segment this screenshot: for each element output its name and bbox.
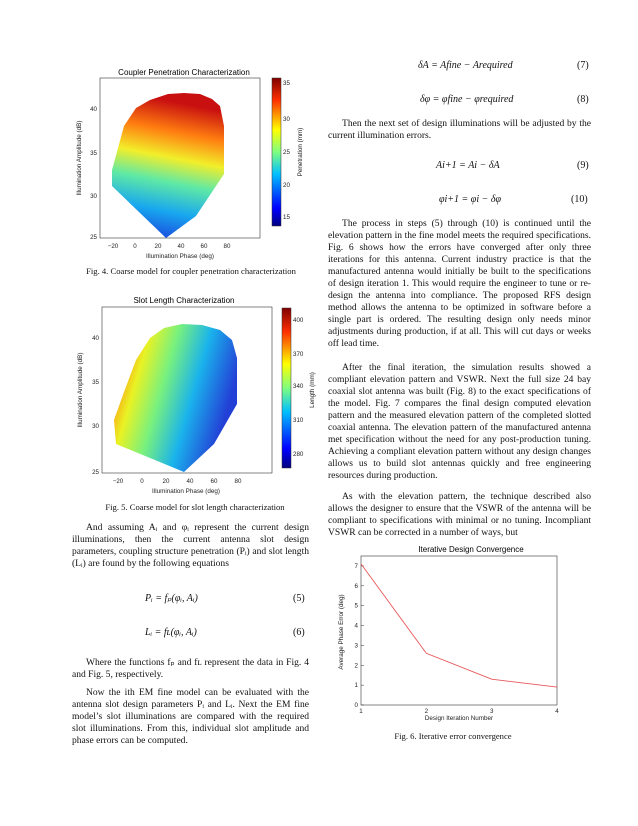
fig4-caption: Fig. 4. Coarse model for coupler penetration characterization xyxy=(86,266,296,276)
equation-5: Pᵢ = fₚ(φᵢ, Aᵢ) xyxy=(145,593,198,604)
svg-text:0: 0 xyxy=(140,478,144,485)
fig5-xticks xyxy=(113,478,242,485)
svg-text:400: 400 xyxy=(293,317,304,324)
fig4-xticks xyxy=(108,243,231,250)
svg-text:20: 20 xyxy=(162,478,170,485)
fig4-colorbar xyxy=(272,78,281,226)
svg-text:25: 25 xyxy=(90,234,97,241)
fig5-title: Slot Length Characterization xyxy=(133,296,235,305)
svg-text:−20: −20 xyxy=(112,478,124,485)
svg-text:40: 40 xyxy=(186,478,194,485)
fig4-chart xyxy=(72,66,310,262)
fig6-ytick-label: 6 xyxy=(354,582,358,590)
svg-text:40: 40 xyxy=(177,243,185,250)
fig6-xtick-label: 2 xyxy=(424,708,429,715)
equation-5-number: (5) xyxy=(293,593,305,604)
fig6-ytick-label: 7 xyxy=(354,562,358,570)
fig5-cbar-ticks xyxy=(293,317,304,458)
left-para-1: And assuming Aᵢ and φᵢ represent the current design illuminations, then the current antenna slot design parameters, coupling structure penetration (Pᵢ) and slot length (Lᵢ) are found by the following equations xyxy=(72,522,309,570)
svg-text:30: 30 xyxy=(90,193,97,200)
right-para-4: As with the elevation pattern, the technique described also allows the designer to ensure that the VSWR of the antenna will be compliant to specifications with minimal or no tuning. Incompliant VSWR can be corrected in a number of ways, but xyxy=(328,491,591,539)
fig6-ylabel: Average Phase Error (deg) xyxy=(338,594,345,670)
equation-9-number: (9) xyxy=(577,160,589,171)
svg-text:40: 40 xyxy=(90,106,97,113)
fig4-xlabel: Illumination Phase (deg) xyxy=(146,253,214,260)
svg-text:60: 60 xyxy=(200,243,208,250)
fig6-plot-area xyxy=(361,556,557,705)
fig6-caption: Fig. 6. Iterative error convergence xyxy=(394,731,512,741)
svg-text:20: 20 xyxy=(154,243,162,250)
fig5-yticks xyxy=(92,335,99,476)
svg-text:80: 80 xyxy=(234,478,242,485)
svg-text:0: 0 xyxy=(133,243,137,250)
fig4-cbar-ticks xyxy=(283,80,290,221)
svg-text:35: 35 xyxy=(283,80,290,87)
svg-text:30: 30 xyxy=(92,423,99,430)
fig5-cbar-label: Length (mm) xyxy=(309,372,316,408)
equation-8: δφ = φfine − φrequired xyxy=(420,94,514,105)
svg-text:340: 340 xyxy=(293,383,304,390)
fig6-xtick-label: 3 xyxy=(489,708,494,715)
fig5-caption: Fig. 5. Coarse model for slot length characterization xyxy=(105,502,285,512)
equation-8-number: (8) xyxy=(577,94,589,105)
fig6-title: Iterative Design Convergence xyxy=(418,545,524,554)
fig6-ytick-label: 1 xyxy=(354,682,358,690)
fig6-xtick-label: 1 xyxy=(359,708,363,715)
right-para-2: The process in steps (5) through (10) is continued until the elevation pattern in the fine model meets the required specifications. Fig. 6 shows how the errors have converged after only three iterations for this antenna. Current industry practice is that the manufactured antenna would initially be built to the specifications of design iteration 1. This would require the engineer to tune or re-design the antenna into compliance. The proposed RFS design method allows the antenna to be optimized in software before a single part is ordered. The resulting design only needs minor adjustments during production, if at all. This will cut days or weeks off lead time. xyxy=(328,218,591,350)
equation-10-number: (10) xyxy=(571,194,588,205)
equation-10: φi+1 = φi − δφ xyxy=(439,194,502,205)
svg-text:30: 30 xyxy=(283,116,290,123)
right-para-1: Then the next set of design illuminations will be adjusted by the current illumination errors. xyxy=(328,118,591,142)
svg-text:20: 20 xyxy=(283,182,290,189)
left-para-2: Where the functions fₚ and fʟ represent the data in Fig. 4 and Fig. 5, respectively. xyxy=(72,657,309,681)
fig4-cbar-label: Penetration (mm) xyxy=(297,127,304,177)
equation-6-number: (6) xyxy=(293,627,305,638)
svg-text:35: 35 xyxy=(92,379,99,386)
svg-text:35: 35 xyxy=(90,150,97,157)
equation-7-number: (7) xyxy=(577,60,589,71)
svg-text:280: 280 xyxy=(293,451,304,458)
svg-text:40: 40 xyxy=(92,335,99,342)
fig6-ytick-label: 2 xyxy=(354,662,358,670)
svg-text:370: 370 xyxy=(293,351,304,358)
fig6-chart xyxy=(335,542,571,730)
fig6-ytick-label: 0 xyxy=(354,702,358,709)
equation-9: Ai+1 = Ai − δA xyxy=(436,160,500,171)
fig5-colorbar xyxy=(282,308,291,468)
fig5-ylabel: Illumination Amplitude (dB) xyxy=(77,352,84,428)
fig4-yticks xyxy=(90,106,97,241)
fig6-xticks xyxy=(359,708,559,715)
fig6-ytick-label: 5 xyxy=(354,602,358,610)
svg-text:25: 25 xyxy=(283,149,290,156)
svg-text:80: 80 xyxy=(223,243,231,250)
fig6-ytick-label: 4 xyxy=(354,622,358,630)
svg-text:−20: −20 xyxy=(107,243,119,250)
svg-text:60: 60 xyxy=(210,478,218,485)
left-para-3: Now the ith EM fine model can be evaluated with the antenna slot design parameters Pᵢ and Lᵢ. Next the EM fine model’s slot illuminations are compared with the required slot illuminations. From this, individual slot amplitude and phase errors can be computed. xyxy=(72,687,309,747)
fig5-chart xyxy=(72,294,320,498)
svg-text:15: 15 xyxy=(283,214,290,221)
equation-7: δA = Afine − Arequired xyxy=(418,60,513,71)
fig4-title: Coupler Penetration Characterization xyxy=(118,68,250,77)
fig6-ytick-label: 3 xyxy=(354,642,358,650)
right-para-3: After the final iteration, the simulation results showed a compliant elevation pattern and VSWR. Next the full size 24 bay coaxial slot antenna was built (Fig. 8) to the exact specifications of the model. Fig. 7 compares the final design computed elevation pattern and the measured elevation pattern of the completed slotted coaxial antenna. The elevation pattern of the manufactured antenna met specification without the need for any post-production tuning. Achieving a compliant elevation pattern without any design changes allows us to build slot antennas quickly and free engineering resources during production. xyxy=(328,362,591,482)
fig6-xtick-label: 4 xyxy=(555,708,559,715)
svg-text:310: 310 xyxy=(293,417,304,424)
fig4-ylabel: Illumination Amplitude (dB) xyxy=(76,120,83,196)
svg-text:25: 25 xyxy=(92,469,99,476)
equation-6: Lᵢ = fʟ(φᵢ, Aᵢ) xyxy=(145,627,197,638)
fig6-xlabel: Design Iteration Number xyxy=(424,715,494,722)
fig5-xlabel: Illumination Phase (deg) xyxy=(152,488,220,495)
